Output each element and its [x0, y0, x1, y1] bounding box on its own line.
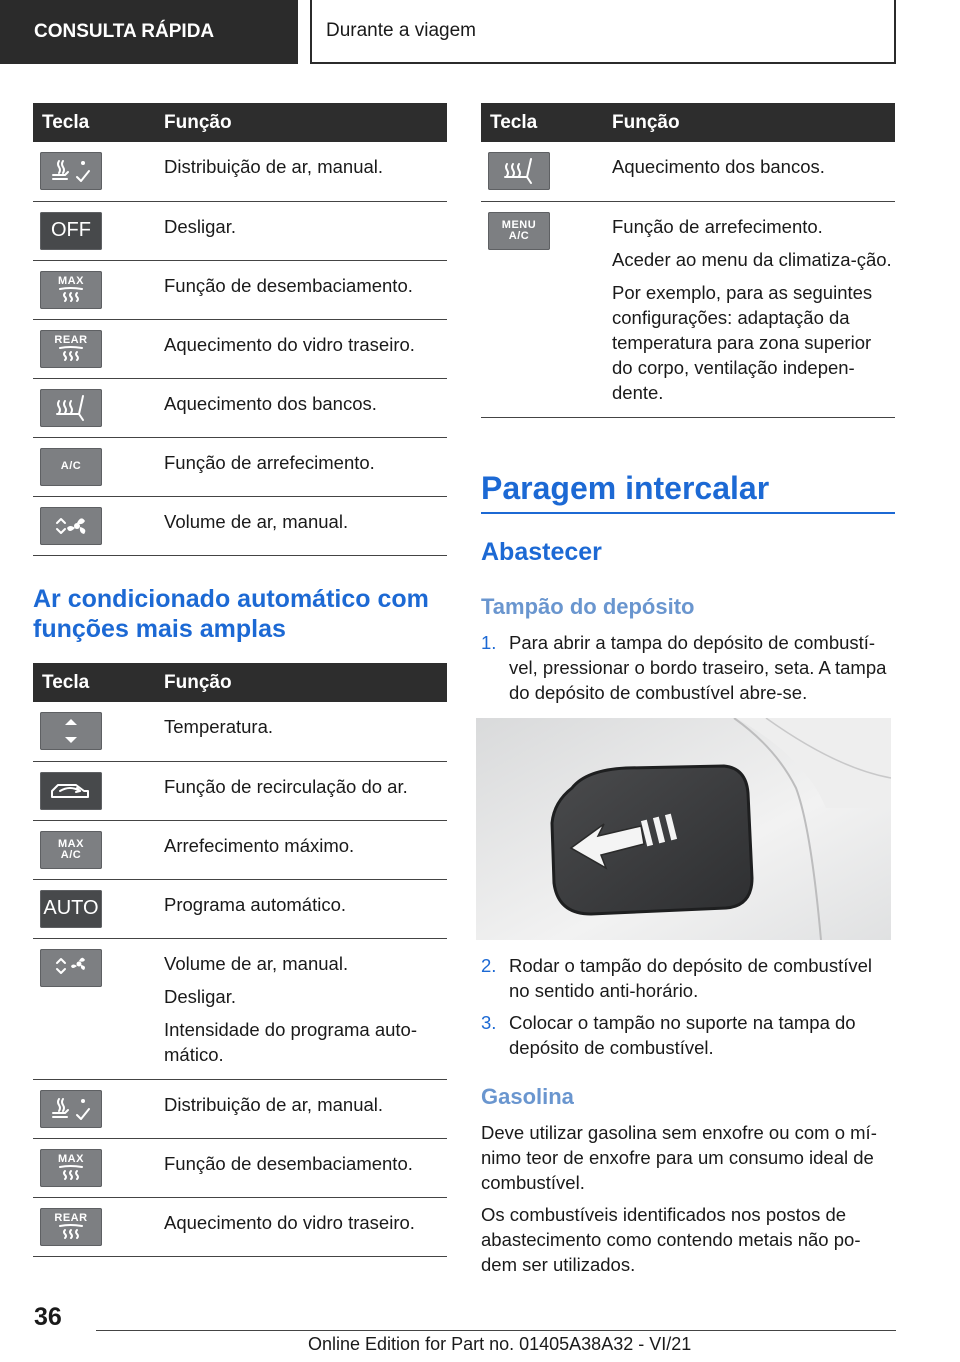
col-header-key: Tecla: [481, 103, 612, 142]
table-row: [33, 378, 447, 437]
menu-ac-icon: [488, 212, 550, 250]
key-label: MENU A/C: [501, 218, 537, 242]
fan-off-icon-glyph: [49, 953, 93, 983]
rear-window-heating-icon: [40, 330, 102, 368]
function-text: Aquecimento dos bancos.: [612, 156, 825, 177]
chapter-tab: [310, 0, 896, 64]
key-cell: [33, 378, 164, 437]
function-text: Distribuição de ar, manual.: [164, 1093, 384, 1115]
max-defrost-icon-glyph: [56, 287, 86, 303]
table-row: [33, 879, 447, 938]
step-text: Para abrir a tampa do depósito de combustí-vel, pressionar o bordo traseiro, seta. A tampa do depósito de combustível abre-se.: [509, 632, 887, 703]
key-label: MAX: [58, 1153, 84, 1165]
function-cell: [164, 378, 447, 437]
subheading-gasolina: Gasolina: [481, 1084, 574, 1109]
footer-rule: [96, 1330, 896, 1331]
recirculation-icon-glyph: [46, 777, 96, 805]
table-row: [33, 319, 447, 378]
function-text: Volume de ar, manual.: [164, 952, 349, 974]
rear-window-heating-icon: [40, 1208, 102, 1246]
function-text: Função de desembaciamento.: [164, 1152, 413, 1174]
fan-volume-icon: [40, 507, 102, 545]
key-cell: [33, 260, 164, 319]
chapter-heading-paragem: Paragem intercalar: [481, 470, 770, 506]
chapter-title: Durante a viagem: [326, 20, 476, 41]
function-cell: [164, 702, 447, 761]
table-row: [33, 938, 447, 1079]
max-ac-icon: [40, 831, 102, 869]
rear-window-heating-icon-glyph: [56, 1224, 86, 1240]
air-distribution-icon: [40, 1090, 102, 1128]
keys-table-continued: [481, 103, 895, 418]
col-header-key: Tecla: [33, 663, 164, 702]
key-label: REAR: [54, 1212, 88, 1224]
table-row: [33, 496, 447, 555]
fan-off-icon: [40, 949, 102, 987]
key-label: A/C: [60, 460, 82, 472]
key-cell: [33, 879, 164, 938]
seat-heating-icon-glyph: [497, 156, 541, 186]
function-cell: [164, 260, 447, 319]
function-text: Aquecimento do vidro traseiro.: [164, 333, 415, 355]
step-text: Rodar o tampão do depósito de combustível no sentido anti-horário.: [509, 955, 873, 1001]
ac-icon: [40, 448, 102, 486]
function-cell: [164, 1079, 447, 1138]
step-number: 1.: [481, 632, 497, 653]
section-title: CONSULTA RÁPIDA: [34, 21, 215, 42]
function-cell: [164, 201, 447, 260]
key-cell: [33, 1197, 164, 1256]
key-cell: [33, 820, 164, 879]
key-cell: [481, 201, 612, 417]
rear-window-heating-icon-glyph: [56, 346, 86, 362]
table-row: [33, 201, 447, 260]
keys-table-auto-ac: [33, 663, 447, 1257]
step-number: 2.: [481, 955, 497, 976]
col-header-function: Função: [164, 663, 447, 702]
temperature-arrows-icon: [40, 712, 102, 750]
seat-heating-icon-glyph: [49, 393, 93, 423]
section-heading-abastecer: Abastecer: [481, 538, 602, 566]
section-tab: [0, 0, 298, 64]
col-header-function: Função: [164, 103, 447, 142]
key-cell: [33, 142, 164, 201]
seat-heating-icon: [40, 389, 102, 427]
air-distribution-icon: [40, 152, 102, 190]
table-row: [33, 260, 447, 319]
function-cell: [612, 142, 895, 201]
max-defrost-icon: [40, 1149, 102, 1187]
key-cell: [33, 938, 164, 1079]
function-text: Desligar.: [164, 215, 236, 237]
step-2: [481, 953, 897, 1003]
function-text: Função de desembaciamento.: [164, 274, 413, 296]
auto-key-icon: [40, 890, 102, 928]
function-text: Distribuição de ar, manual.: [164, 156, 384, 177]
off-key-icon: [40, 212, 102, 250]
key-cell: [33, 1138, 164, 1197]
key-label: MAX A/C: [58, 837, 84, 861]
step-1: [481, 630, 897, 705]
key-label: REAR: [54, 334, 88, 346]
function-cell: [164, 437, 447, 496]
fuel-filler-flap-photo: [476, 718, 891, 940]
function-text: Função de recirculação do ar.: [164, 775, 408, 797]
function-cell: [164, 879, 447, 938]
max-defrost-icon: [40, 271, 102, 309]
section-heading-ac: Ar condicionado automático com funções mais amplas: [33, 585, 429, 643]
air-distribution-icon-glyph: [49, 157, 93, 185]
seat-heating-icon: [488, 152, 550, 190]
function-text: Intensidade do programa auto-mático.: [164, 1018, 418, 1065]
fuel-flap-illustration: [476, 718, 891, 940]
table-row: [33, 1197, 447, 1256]
step-number: 3.: [481, 1012, 497, 1033]
function-text: Aquecimento do vidro traseiro.: [164, 1211, 415, 1233]
key-label: MAX: [58, 275, 84, 287]
col-header-function: Função: [612, 103, 895, 142]
function-text: Volume de ar, manual.: [164, 510, 349, 532]
function-text: Arrefecimento máximo.: [164, 834, 355, 856]
table-row: [33, 820, 447, 879]
function-text: Aceder ao menu da climatiza-ção.: [612, 248, 892, 270]
function-cell: [164, 761, 447, 820]
subheading-tampao: Tampão do depósito: [481, 594, 695, 619]
function-cell: [164, 496, 447, 555]
table-row: [33, 437, 447, 496]
key-cell: [33, 437, 164, 496]
function-text: Desligar.: [164, 985, 236, 1007]
function-text: Temperatura.: [164, 716, 273, 737]
function-cell: [164, 1138, 447, 1197]
step-text: Colocar o tampão no suporte na tampa do depósito de combustível.: [509, 1012, 856, 1058]
step-3: [481, 1010, 897, 1060]
key-label: OFF: [51, 219, 91, 241]
table-row: [33, 702, 447, 761]
table-row: [33, 1138, 447, 1197]
function-text: Função de arrefecimento.: [612, 215, 823, 237]
key-cell: [33, 496, 164, 555]
key-cell: [33, 319, 164, 378]
key-cell: [33, 702, 164, 761]
gasolina-paragraph-1: Deve utilizar gasolina sem enxofre ou com o mí-nimo teor de enxofre para um consumo ideal de combustível.: [481, 1122, 877, 1193]
key-cell: [33, 1079, 164, 1138]
gasolina-paragraph-2: Os combustíveis identificados nos postos de abastecimento como contendo metais não po-dem ser utilizados.: [481, 1204, 861, 1275]
key-cell: [33, 761, 164, 820]
page-number: 36: [34, 1303, 62, 1331]
function-cell: [164, 142, 447, 201]
function-cell: [164, 319, 447, 378]
key-cell: [481, 142, 612, 201]
table-row: [481, 201, 895, 417]
key-cell: [33, 201, 164, 260]
air-distribution-icon-glyph: [49, 1095, 93, 1123]
recirculation-icon: [40, 772, 102, 810]
footer-edition: Online Edition for Part no. 01405A38A32 - VI/21: [308, 1334, 692, 1354]
function-cell: [164, 1197, 447, 1256]
table-row: [33, 1079, 447, 1138]
function-text: Aquecimento dos bancos.: [164, 392, 377, 414]
max-defrost-icon-glyph: [56, 1165, 86, 1181]
key-label: AUTO: [43, 897, 99, 919]
table-row: [33, 761, 447, 820]
keys-table-basic: [33, 103, 447, 556]
function-cell: [164, 938, 447, 1079]
table-row: [481, 142, 895, 201]
table-row: [33, 142, 447, 201]
fan-volume-icon-glyph: [49, 512, 93, 540]
heading-rule: [481, 512, 895, 514]
col-header-key: Tecla: [33, 103, 164, 142]
function-cell: [612, 201, 895, 417]
function-text: Função de arrefecimento.: [164, 451, 375, 473]
function-text: Programa automático.: [164, 893, 347, 915]
function-cell: [164, 820, 447, 879]
function-text: Por exemplo, para as seguintes configurações: adaptação da temperatura para zona superior do corpo, ventilação indepen-dente.: [612, 281, 873, 403]
temperature-arrows-icon-glyph: [49, 715, 93, 747]
